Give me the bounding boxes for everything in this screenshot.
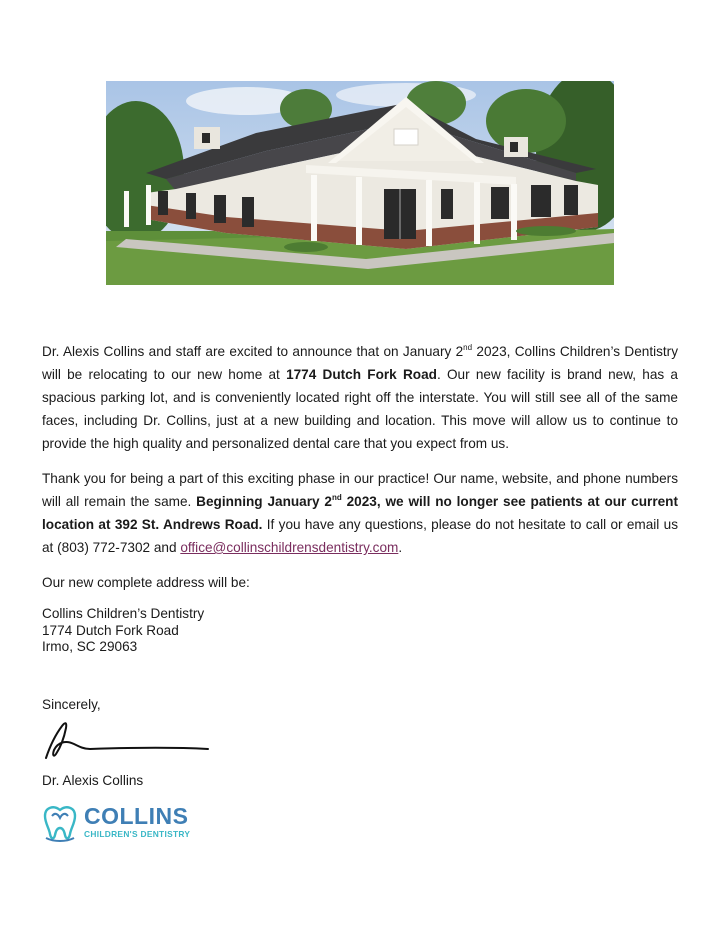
paragraph1-superscript: nd xyxy=(463,343,473,352)
logo-subtitle: CHILDREN'S DENTISTRY xyxy=(84,829,191,839)
paragraph-relocation xyxy=(42,340,678,455)
paragraph2-text-2: If you have any questions, please do not hesitate to call or email us at (803) 772-7302 and xyxy=(42,517,678,555)
paragraph2-text-1: Thank you for being a part of this exciting phase in our practice! Our name, website, and phone numbers will all remain the same. xyxy=(42,471,678,509)
paragraph-thank-you xyxy=(42,467,678,559)
signature-scribble xyxy=(40,716,212,766)
signature xyxy=(40,716,212,771)
paragraph2-bold-2: 2023, we will no longer see patients at our current location at 392 St. Andrews Road. xyxy=(42,494,679,532)
paragraph1-text-2: 2023, Collins Children’s Dentistry will be relocating to our new home at xyxy=(42,344,679,382)
building-illustration xyxy=(106,81,614,285)
address-line-3: Irmo, SC 29063 xyxy=(42,639,138,654)
paragraph2-bold-1: Beginning January 2 xyxy=(196,494,332,509)
email-link[interactable]: office@collinschildrensdentistry.com xyxy=(180,540,399,555)
address-line-1: Collins Children’s Dentistry xyxy=(42,606,205,621)
building-photo xyxy=(106,81,614,285)
letter-body xyxy=(42,340,678,656)
tooth-icon xyxy=(42,804,78,842)
logo-wordmark: COLLINS xyxy=(84,803,189,829)
paragraph2-text-3: . xyxy=(398,540,403,555)
closing-sincerely: Sincerely, xyxy=(42,697,101,712)
new-address-bold: 1774 Dutch Fork Road xyxy=(286,367,437,382)
address-line-2: 1774 Dutch Fork Road xyxy=(42,622,179,638)
address-lead: Our new complete address will be: xyxy=(42,575,250,590)
paragraph1-text-1: Dr. Alexis Collins and staff are excited to announce that on January 2 xyxy=(42,344,464,359)
paragraph2-superscript: nd xyxy=(332,493,342,502)
signer-name: Dr. Alexis Collins xyxy=(42,773,144,788)
paragraph1-text-3: . Our new facility is brand new, has a spacious parking lot, and is conveniently located right off the interstate. You will still see all of the same faces, including Dr. Collins, just at a new building and location. This move will allow us to continue to provide the high quality and personalized dental care that you expect from us. xyxy=(42,367,678,451)
